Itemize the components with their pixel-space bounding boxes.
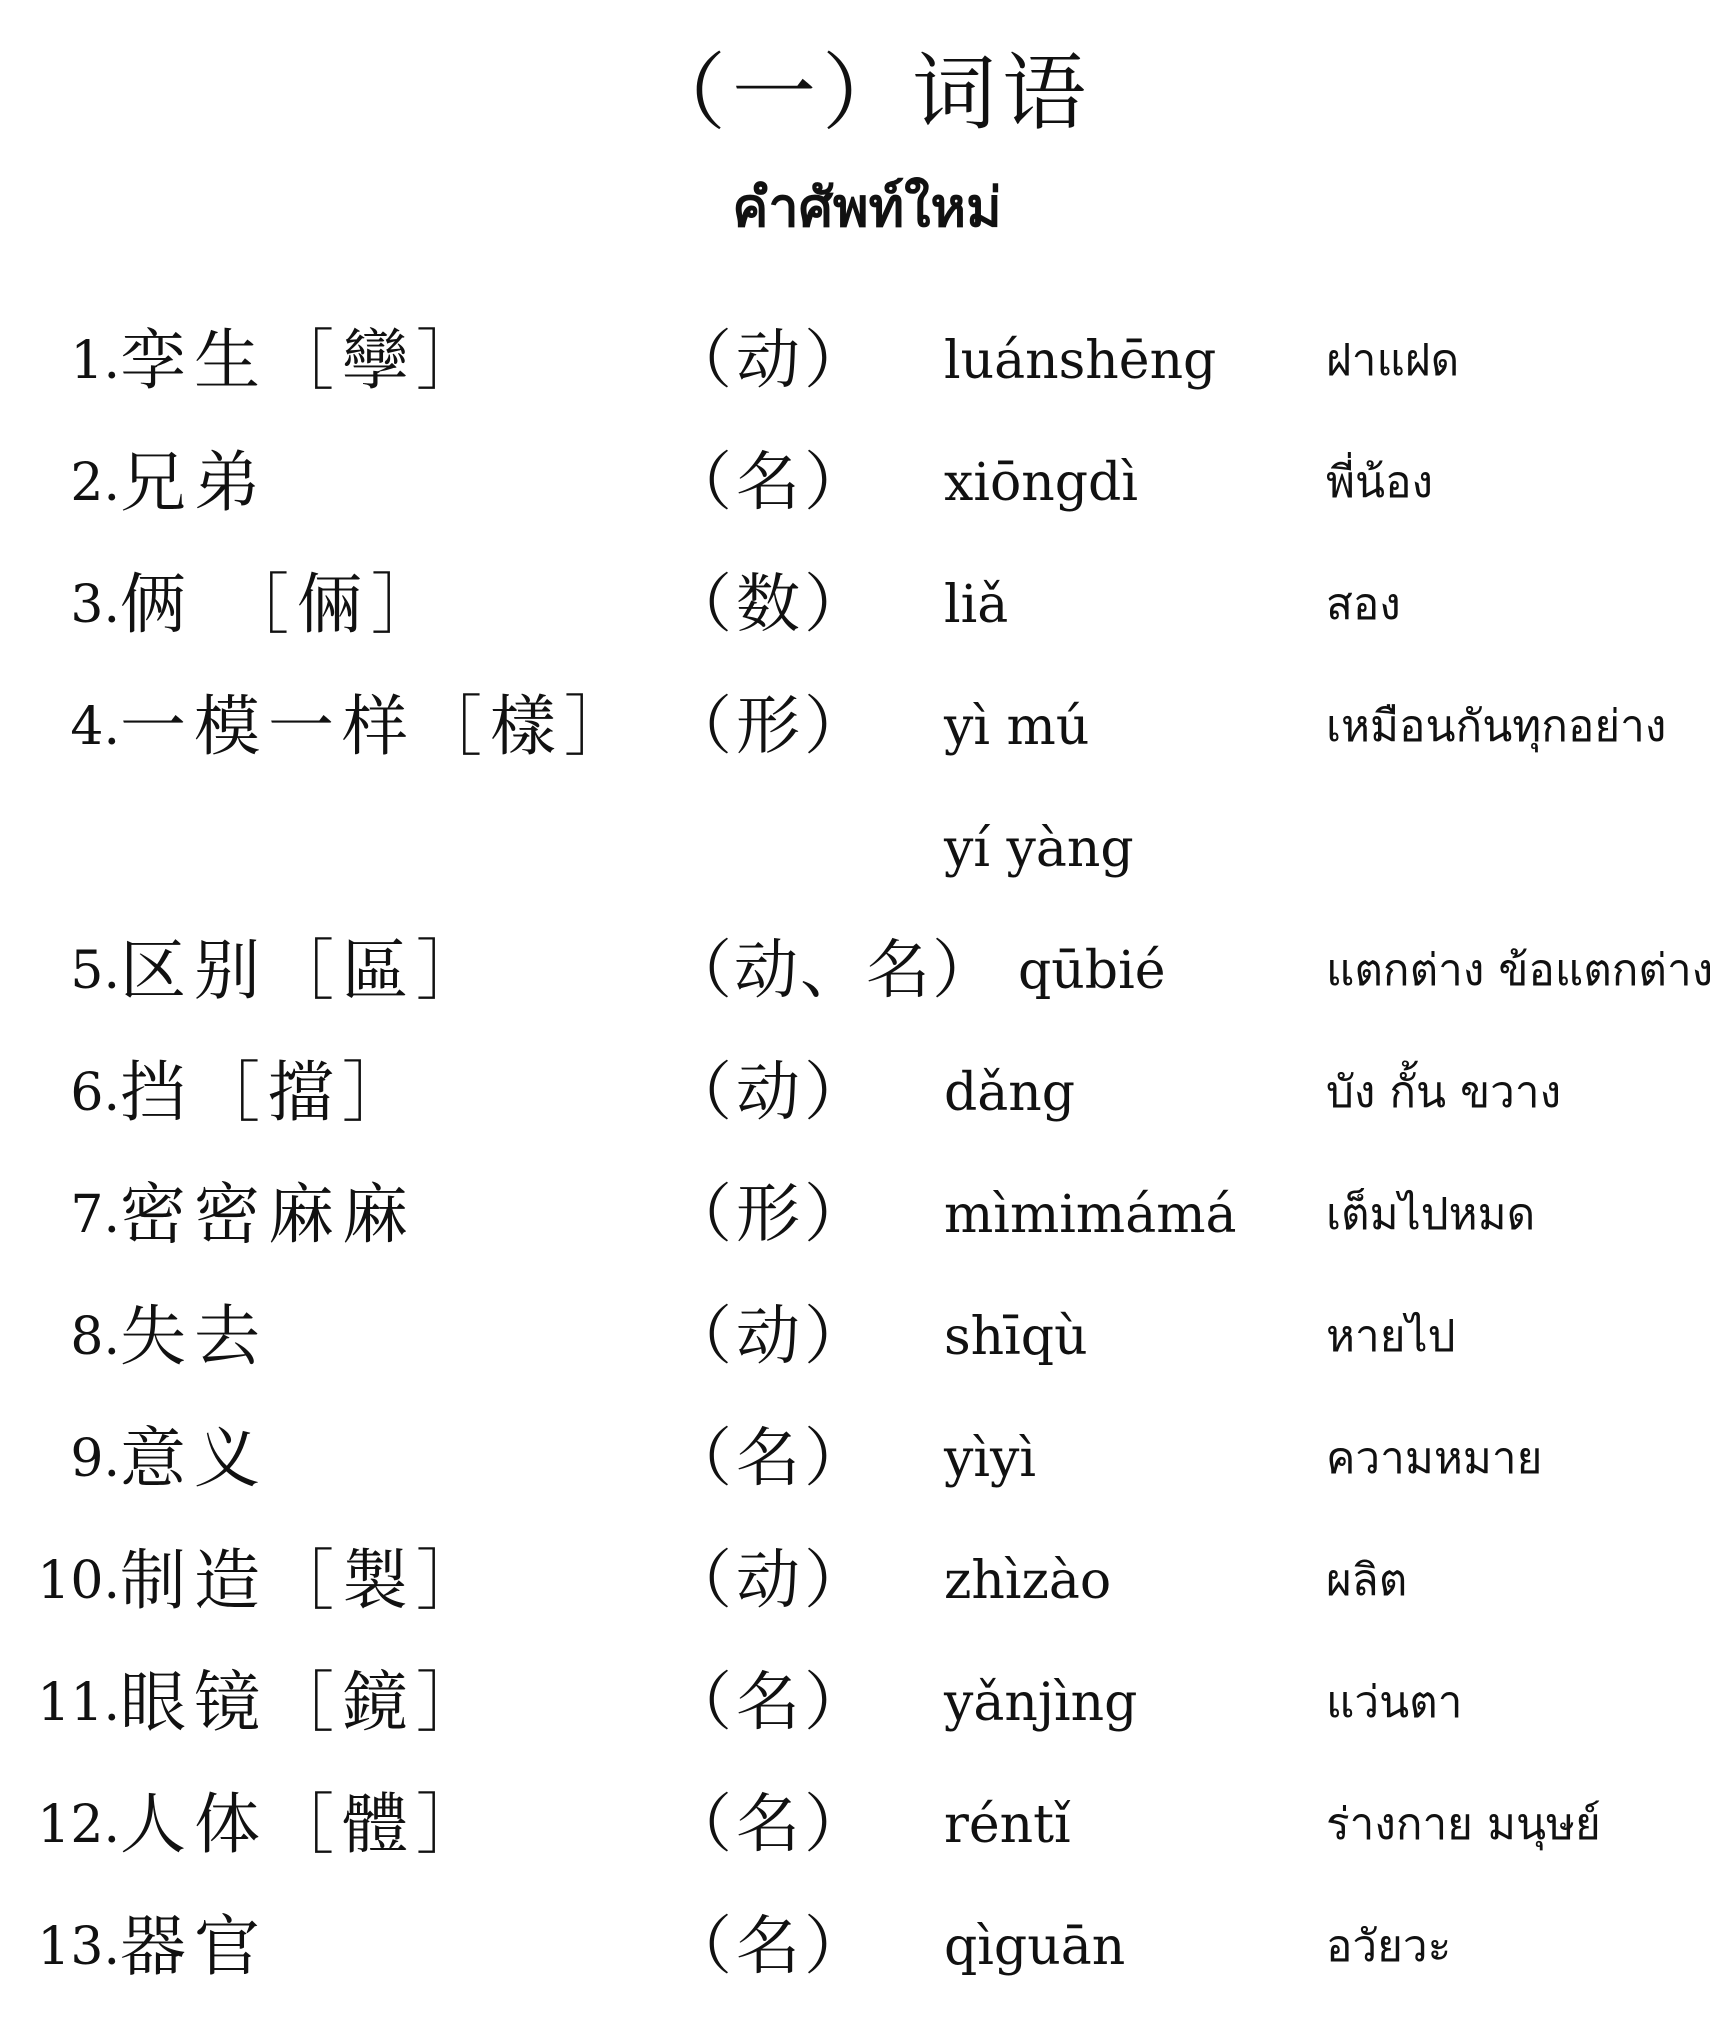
entry-part-of-speech: （名） bbox=[668, 1666, 872, 1740]
entry-part-of-speech: （形） bbox=[668, 690, 872, 764]
entry-number: 6. bbox=[70, 1063, 120, 1123]
entry-pinyin: yì mú bbox=[944, 697, 1090, 757]
entry-number: 8. bbox=[70, 1307, 120, 1367]
vocab-row bbox=[0, 544, 1734, 666]
entry-number: 1. bbox=[70, 331, 120, 391]
section-title: （一）词语 bbox=[641, 44, 1092, 142]
entry-thai-meaning: อวัยวะ bbox=[1326, 1921, 1452, 1972]
entry-word: 孪生［孿］ bbox=[120, 322, 490, 399]
vocab-row bbox=[0, 910, 1734, 1032]
entry-thai-meaning: แว่นตา bbox=[1326, 1677, 1463, 1728]
entry-thai-meaning: ความหมาย bbox=[1326, 1433, 1543, 1484]
entry-pinyin: yǎnjìng bbox=[944, 1673, 1138, 1733]
entry-pinyin: yí yàng bbox=[944, 819, 1134, 879]
entry-part-of-speech: （动） bbox=[668, 1056, 872, 1130]
entry-thai-meaning: สอง bbox=[1326, 579, 1401, 630]
entry-pinyin: shīqù bbox=[944, 1307, 1088, 1367]
entry-part-of-speech: （名） bbox=[668, 1910, 872, 1984]
entry-number: 12. bbox=[37, 1795, 120, 1855]
vocab-row bbox=[0, 1154, 1734, 1276]
entry-number: 10. bbox=[37, 1551, 120, 1611]
entry-thai-meaning: แตกต่าง ข้อแตกต่าง bbox=[1326, 945, 1714, 996]
entry-number: 4. bbox=[70, 697, 120, 757]
entry-thai-meaning: เต็มไปหมด bbox=[1326, 1189, 1536, 1240]
vocab-row bbox=[0, 1398, 1734, 1520]
entry-part-of-speech: （名） bbox=[668, 1788, 872, 1862]
entry-thai-meaning: ผลิต bbox=[1326, 1555, 1408, 1606]
entry-part-of-speech: （动） bbox=[668, 1300, 872, 1374]
section-subtitle: คำศัพท์ใหม่ bbox=[732, 176, 1002, 239]
entry-thai-meaning: ฝาแฝด bbox=[1326, 335, 1460, 386]
entry-thai-meaning: เหมือนกันทุกอย่าง bbox=[1326, 701, 1667, 752]
entry-word: 密密麻麻 bbox=[120, 1176, 416, 1253]
entry-word: 器官 bbox=[120, 1908, 268, 1985]
entry-part-of-speech: （动、名） bbox=[668, 934, 998, 1008]
entry-thai-meaning: หายไป bbox=[1326, 1311, 1456, 1362]
entry-word: 挡［擋］ bbox=[120, 1054, 416, 1131]
entry-part-of-speech: （名） bbox=[668, 446, 872, 520]
vocab-row bbox=[0, 1764, 1734, 1886]
entry-thai-meaning: บัง กั้น ขวาง bbox=[1326, 1067, 1562, 1118]
entry-number: 7. bbox=[70, 1185, 120, 1245]
vocab-row bbox=[0, 1886, 1734, 2008]
entry-part-of-speech: （形） bbox=[668, 1178, 872, 1252]
entry-pinyin: luánshēng bbox=[944, 331, 1217, 391]
entry-part-of-speech: （动） bbox=[668, 324, 872, 398]
entry-pinyin: dǎng bbox=[944, 1063, 1076, 1123]
entry-thai-meaning: ร่างกาย มนุษย์ bbox=[1326, 1799, 1601, 1850]
vocab-row-continuation bbox=[0, 788, 1734, 910]
vocab-row bbox=[0, 300, 1734, 422]
vocab-row bbox=[0, 666, 1734, 788]
entry-part-of-speech: （名） bbox=[668, 1422, 872, 1496]
entry-word: 俩 ［倆］ bbox=[120, 566, 445, 643]
entry-word: 区别［區］ bbox=[120, 932, 490, 1009]
entry-word: 眼镜［鏡］ bbox=[120, 1664, 490, 1741]
entry-thai-meaning: พี่น้อง bbox=[1326, 457, 1433, 508]
vocab-row bbox=[0, 422, 1734, 544]
entry-word: 兄弟 bbox=[120, 444, 268, 521]
entry-pinyin: réntǐ bbox=[944, 1795, 1071, 1855]
vocab-row bbox=[0, 1520, 1734, 1642]
entry-number: 11. bbox=[37, 1673, 120, 1733]
entry-part-of-speech: （动） bbox=[668, 1544, 872, 1618]
entry-number: 5. bbox=[70, 941, 120, 1001]
entry-part-of-speech: （数） bbox=[668, 568, 872, 642]
entry-pinyin: liǎ bbox=[944, 575, 1009, 635]
entry-word: 意义 bbox=[120, 1420, 268, 1497]
entry-pinyin: yìyì bbox=[944, 1429, 1037, 1489]
entry-word: 一模一样［樣］ bbox=[120, 688, 638, 765]
vocab-row bbox=[0, 1276, 1734, 1398]
vocab-row bbox=[0, 1642, 1734, 1764]
vocab-row bbox=[0, 1032, 1734, 1154]
entry-word: 失去 bbox=[120, 1298, 268, 1375]
entry-number: 2. bbox=[70, 453, 120, 513]
entry-pinyin: qūbié bbox=[1018, 941, 1166, 1001]
entry-number: 13. bbox=[37, 1917, 120, 1977]
vocabulary-list bbox=[0, 300, 1734, 2008]
entry-pinyin: xiōngdì bbox=[944, 453, 1138, 513]
entry-pinyin: mìmimámá bbox=[944, 1185, 1237, 1245]
entry-word: 人体［體］ bbox=[120, 1786, 490, 1863]
entry-pinyin: qìguān bbox=[944, 1917, 1126, 1977]
entry-number: 9. bbox=[70, 1429, 120, 1489]
entry-pinyin: zhìzào bbox=[944, 1551, 1112, 1611]
entry-number: 3. bbox=[70, 575, 120, 635]
entry-word: 制造［製］ bbox=[120, 1542, 490, 1619]
